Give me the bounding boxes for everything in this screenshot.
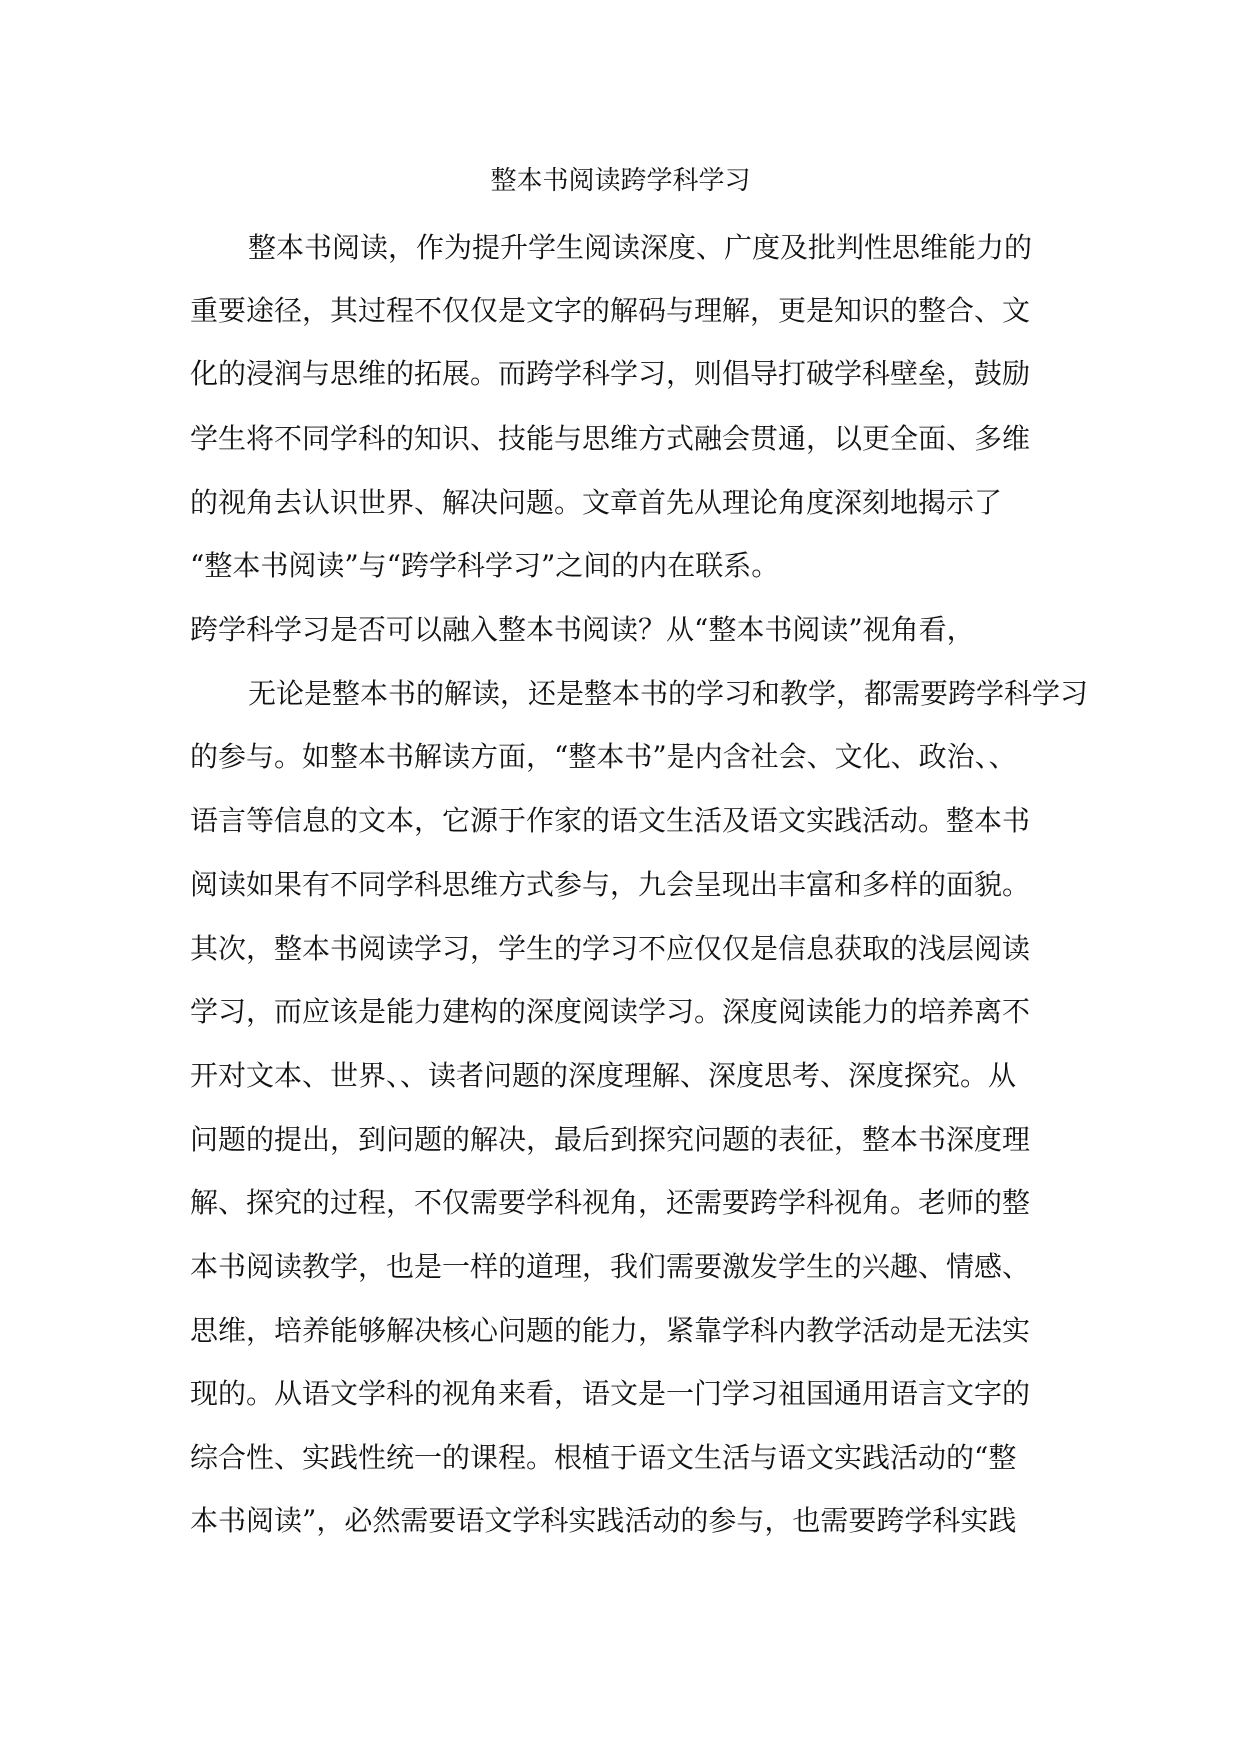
- text-line: 思维，培养能够解决核心问题的能力，紧靠学科内教学活动是无法实: [190, 1314, 1031, 1347]
- text-line: 无论是整本书的解读，还是整本书的学习和教学，都需要跨学科学习: [248, 677, 1089, 710]
- text-line: 化的浸润与思维的拓展。而跨学科学习，则倡导打破学科壁垒，鼓励: [190, 357, 1031, 390]
- text-line: 开对文本、世界、、读者问题的深度理解、深度思考、深度探究。从: [190, 1059, 1017, 1092]
- text-line: 阅读如果有不同学科思维方式参与，九会呈现出丰富和多样的面貌。: [190, 868, 1031, 901]
- text-line: 解、探究的过程，不仅需要学科视角，还需要跨学科视角。老师的整: [190, 1186, 1031, 1219]
- text-line: 综合性、实践性统一的课程。根植于语文生活与语文实践活动的“整: [190, 1441, 1017, 1474]
- text-line: “整本书阅读”与“跨学科学习”之间的内在联系。: [190, 549, 780, 582]
- text-line: 学习，而应该是能力建构的深度阅读学习。深度阅读能力的培养离不: [190, 995, 1031, 1028]
- text-line: 其次，整本书阅读学习，学生的学习不应仅仅是信息获取的浅层阅读: [190, 932, 1031, 965]
- text-line: 整本书阅读，作为提升学生阅读深度、广度及批判性思维能力的: [248, 231, 1033, 264]
- text-line: 学生将不同学科的知识、技能与思维方式融会贯通，以更全面、多维: [190, 422, 1031, 455]
- text-line: 跨学科学习是否可以融入整本书阅读？从“整本书阅读”视角看，: [190, 613, 975, 646]
- text-line: 重要途径，其过程不仅仅是文字的解码与理解，更是知识的整合、文: [190, 294, 1031, 327]
- text-line: 语言等信息的文本，它源于作家的语文生活及语文实践活动。整本书: [190, 804, 1031, 837]
- document-title: 整本书阅读跨学科学习: [490, 166, 751, 196]
- text-line: 现的。从语文学科的视角来看，语文是一门学习祖国通用语言文字的: [190, 1377, 1031, 1410]
- text-line: 的参与。如整本书解读方面，“整本书”是内含社会、文化、政治、、: [190, 740, 1017, 773]
- text-line: 本书阅读教学，也是一样的道理，我们需要激发学生的兴趣、情感、: [190, 1250, 1031, 1283]
- text-line: 问题的提出，到问题的解决，最后到探究问题的表征，整本书深度理: [190, 1123, 1031, 1156]
- text-line: 的视角去认识世界、解决问题。文章首先从理论角度深刻地揭示了: [190, 486, 1003, 519]
- text-line: 本书阅读”，必然需要语文学科实践活动的参与，也需要跨学科实践: [190, 1504, 1017, 1537]
